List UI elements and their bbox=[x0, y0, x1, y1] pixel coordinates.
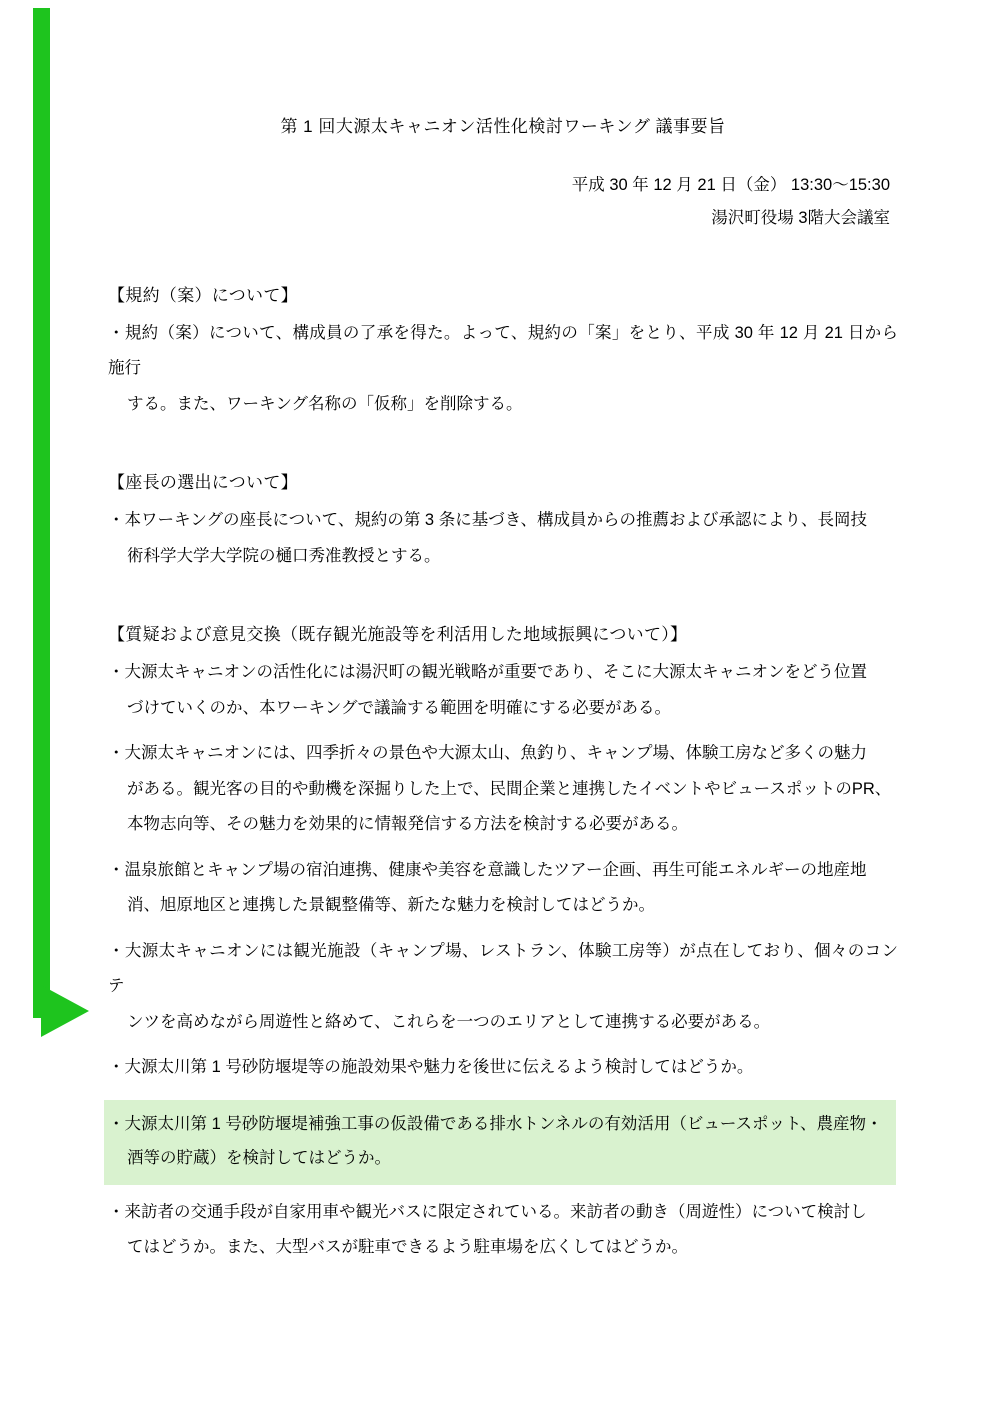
bullet-line: ・大源太川第 1 号砂防堰堤等の施設効果や魅力を後世に伝えるよう検討してはどうか。 bbox=[108, 1058, 754, 1077]
list-item bbox=[108, 503, 898, 574]
list-item bbox=[108, 316, 898, 422]
meeting-meta bbox=[108, 169, 898, 235]
bullet-line: ・大源太キャニオンには観光施設（キャンプ場、レストラン、体験工房等）が点在しており、個々のコンテ bbox=[108, 941, 898, 996]
bullet-line: ・大源太キャニオンの活性化には湯沢町の観光戦略が重要であり、そこに大源太キャニオンをどう位置 bbox=[108, 663, 867, 682]
bullet-line-cont: がある。観光客の目的や動機を深掘りした上で、民間企業と連携したイベントやビュースポットのPR、 bbox=[127, 779, 892, 798]
section-heading-3: 【質疑および意見交換（既存観光施設等を利活用した地域振興について）】 bbox=[108, 625, 688, 645]
list-item bbox=[108, 934, 898, 1040]
bullet-line: ・温泉旅館とキャンプ場の宿泊連携、健康や美容を意識したツアー企画、再生可能エネルギーの地産地 bbox=[108, 860, 867, 879]
bullet-line: ・大源太キャニオンには、四季折々の景色や大源太山、魚釣り、キャンプ場、体験工房など多くの魅力 bbox=[108, 744, 867, 763]
bullet-line-cont: 消、旭原地区と連携した景観整備等、新たな魅力を検討してはどうか。 bbox=[127, 896, 655, 915]
list-item bbox=[108, 655, 898, 726]
bullet-line-cont: ンツを高めながら周遊性と絡めて、これらを一つのエリアとして連携する必要がある。 bbox=[127, 1012, 771, 1031]
bullet-line-cont: てはどうか。また、大型バスが駐車できるよう駐車場を広くしてはどうか。 bbox=[127, 1238, 688, 1257]
document-body bbox=[108, 0, 898, 1266]
bullet-line: ・大源太川第 1 号砂防堰堤補強工事の仮設備である排水トンネルの有効活用（ビュースポット、農産物・ bbox=[108, 1114, 883, 1133]
bullet-line: ・規約（案）について、構成員の了承を得た。よって、規約の「案」をとり、平成 30 年 12 月 21 日から施行 bbox=[108, 324, 898, 378]
bullet-line-cont: 術科学大学大学院の樋口秀准教授とする。 bbox=[127, 546, 441, 565]
bullet-line-cont: する。また、ワーキング名称の「仮称」を削除する。 bbox=[127, 394, 523, 413]
meeting-location: 湯沢町役場 3階大会議室 bbox=[711, 209, 890, 227]
section-heading-1: 【規約（案）について】 bbox=[108, 286, 298, 305]
green-arrow-head-icon bbox=[41, 985, 89, 1037]
meeting-datetime: 平成 30 年 12 月 21 日（金） 13:30〜15:30 bbox=[571, 176, 890, 194]
bullet-line-cont: 酒等の貯蔵）を検討してはどうか。 bbox=[127, 1149, 391, 1168]
section-heading-2: 【座長の選出について】 bbox=[108, 473, 298, 493]
green-arrow-shaft-icon bbox=[33, 8, 50, 1018]
highlighted-list-item bbox=[104, 1100, 896, 1185]
list-item bbox=[108, 1050, 898, 1085]
bullet-line-cont: 本物志向等、その魅力を効果的に情報発信する方法を検討する必要がある。 bbox=[127, 815, 688, 834]
bullet-line: ・本ワーキングの座長について、規約の第 3 条に基づき、構成員からの推薦および承認により、長岡技 bbox=[108, 511, 868, 530]
bullet-line: ・来訪者の交通手段が自家用車や観光バスに限定されている。来訪者の動き（周遊性）について検討し bbox=[108, 1202, 867, 1221]
list-item bbox=[108, 853, 898, 924]
bullet-line-cont: づけていくのか、本ワーキングで議論する範囲を明確にする必要がある。 bbox=[127, 698, 672, 717]
list-item bbox=[108, 736, 898, 842]
list-item bbox=[108, 1195, 898, 1266]
document-title: 第 1 回大源太キャニオン活性化検討ワーキング 議事要旨 bbox=[280, 117, 726, 136]
